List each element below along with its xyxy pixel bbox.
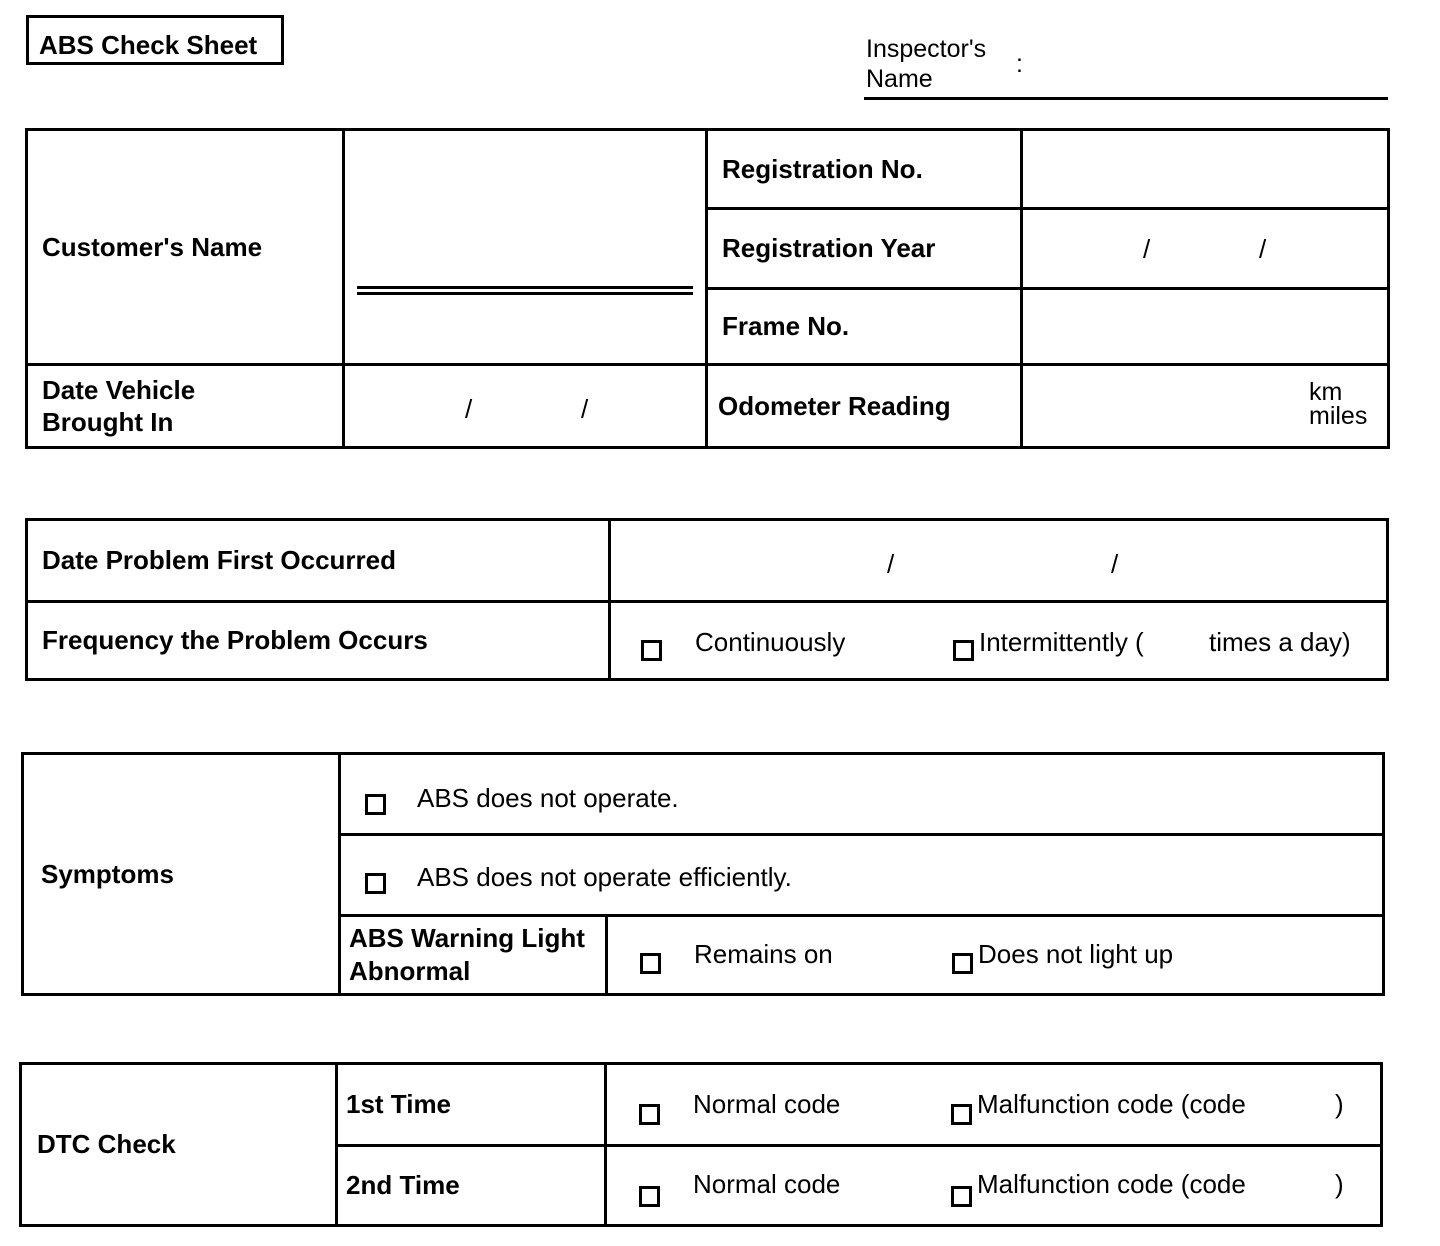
warning-light-line1: ABS Warning Light [349, 923, 585, 953]
symptoms-label: Symptoms [23, 754, 340, 995]
frequency-options [610, 602, 1388, 680]
registration-no-label: Registration No. [707, 130, 1022, 209]
first-malfunction-checkbox[interactable] [951, 1104, 972, 1125]
frame-no-field[interactable] [1022, 289, 1389, 365]
warning-light-line2: Abnormal [349, 956, 471, 986]
odometer-field[interactable] [1022, 365, 1389, 448]
second-normal-checkbox[interactable] [639, 1186, 660, 1207]
vehicle-info-table [25, 128, 1390, 449]
second-time-options [606, 1146, 1382, 1226]
inspector-name-label [866, 34, 986, 94]
frame-no-label: Frame No. [707, 289, 1022, 365]
not-light-up-checkbox[interactable] [952, 953, 973, 974]
date-separator: / [1143, 234, 1151, 264]
date-brought-in-label [27, 365, 344, 448]
inspector-label-line2: Name [866, 65, 933, 93]
dtc-check-label: DTC Check [21, 1064, 337, 1226]
date-separator: / [581, 394, 589, 424]
frequency-label: Frequency the Problem Occurs [27, 602, 610, 680]
not-efficient-label: ABS does not operate efficiently. [417, 862, 792, 892]
continuously-checkbox[interactable] [641, 640, 662, 661]
first-normal-checkbox[interactable] [639, 1104, 660, 1125]
not-efficient-checkbox[interactable] [365, 873, 386, 894]
dtc-table [19, 1062, 1383, 1227]
first-time-options [606, 1064, 1382, 1146]
not-light-up-label: Does not light up [978, 939, 1174, 969]
date-brought-in-line1: Date Vehicle [42, 375, 196, 405]
remains-on-label: Remains on [694, 939, 833, 969]
continuously-label: Continuously [695, 627, 846, 657]
date-problem-first-field[interactable] [610, 520, 1388, 602]
warning-light-label [340, 916, 607, 995]
problem-table [25, 518, 1389, 681]
inspector-colon: : [1016, 50, 1023, 78]
not-operate-label: ABS does not operate. [417, 783, 679, 813]
intermittently-checkbox[interactable] [953, 640, 974, 661]
inspector-label-line1: Inspector's [866, 35, 987, 63]
sheet-title: ABS Check Sheet [26, 15, 284, 65]
registration-year-field[interactable] [1022, 209, 1389, 289]
remains-on-checkbox[interactable] [640, 953, 661, 974]
second-close-paren: ) [1335, 1169, 1344, 1199]
second-malfunction-label: Malfunction code (code [977, 1169, 1246, 1199]
first-normal-label: Normal code [693, 1089, 841, 1119]
date-brought-in-line2: Brought In [42, 407, 174, 437]
not-operate-checkbox[interactable] [365, 794, 386, 815]
symptom-not-efficient-row [340, 835, 1384, 916]
symptom-not-operate-row [340, 754, 1384, 835]
odometer-unit-miles: miles [1309, 402, 1368, 430]
customer-name-field[interactable] [344, 130, 707, 365]
inspector-name-field[interactable] [864, 97, 1388, 100]
symptoms-table [21, 752, 1385, 996]
customer-name-double-line [357, 286, 693, 295]
warning-light-options [607, 916, 1384, 995]
second-normal-label: Normal code [693, 1169, 841, 1199]
date-brought-in-field[interactable] [344, 365, 707, 448]
second-time-label: 2nd Time [337, 1146, 606, 1226]
date-separator: / [465, 394, 473, 424]
intermittently-label: Intermittently ( [979, 627, 1144, 657]
odometer-unit-km: km [1309, 378, 1343, 406]
second-malfunction-checkbox[interactable] [951, 1186, 972, 1207]
date-separator: / [887, 549, 895, 579]
customer-name-label: Customer's Name [27, 130, 344, 365]
times-a-day-label: times a day) [1209, 627, 1351, 657]
registration-year-label: Registration Year [707, 209, 1022, 289]
first-malfunction-label: Malfunction code (code [977, 1089, 1246, 1119]
first-time-label: 1st Time [337, 1064, 606, 1146]
odometer-label: Odometer Reading [707, 365, 1022, 448]
date-separator: / [1111, 549, 1119, 579]
date-problem-first-label: Date Problem First Occurred [27, 520, 610, 602]
date-separator: / [1259, 234, 1267, 264]
first-close-paren: ) [1335, 1089, 1344, 1119]
registration-no-field[interactable] [1022, 130, 1389, 209]
